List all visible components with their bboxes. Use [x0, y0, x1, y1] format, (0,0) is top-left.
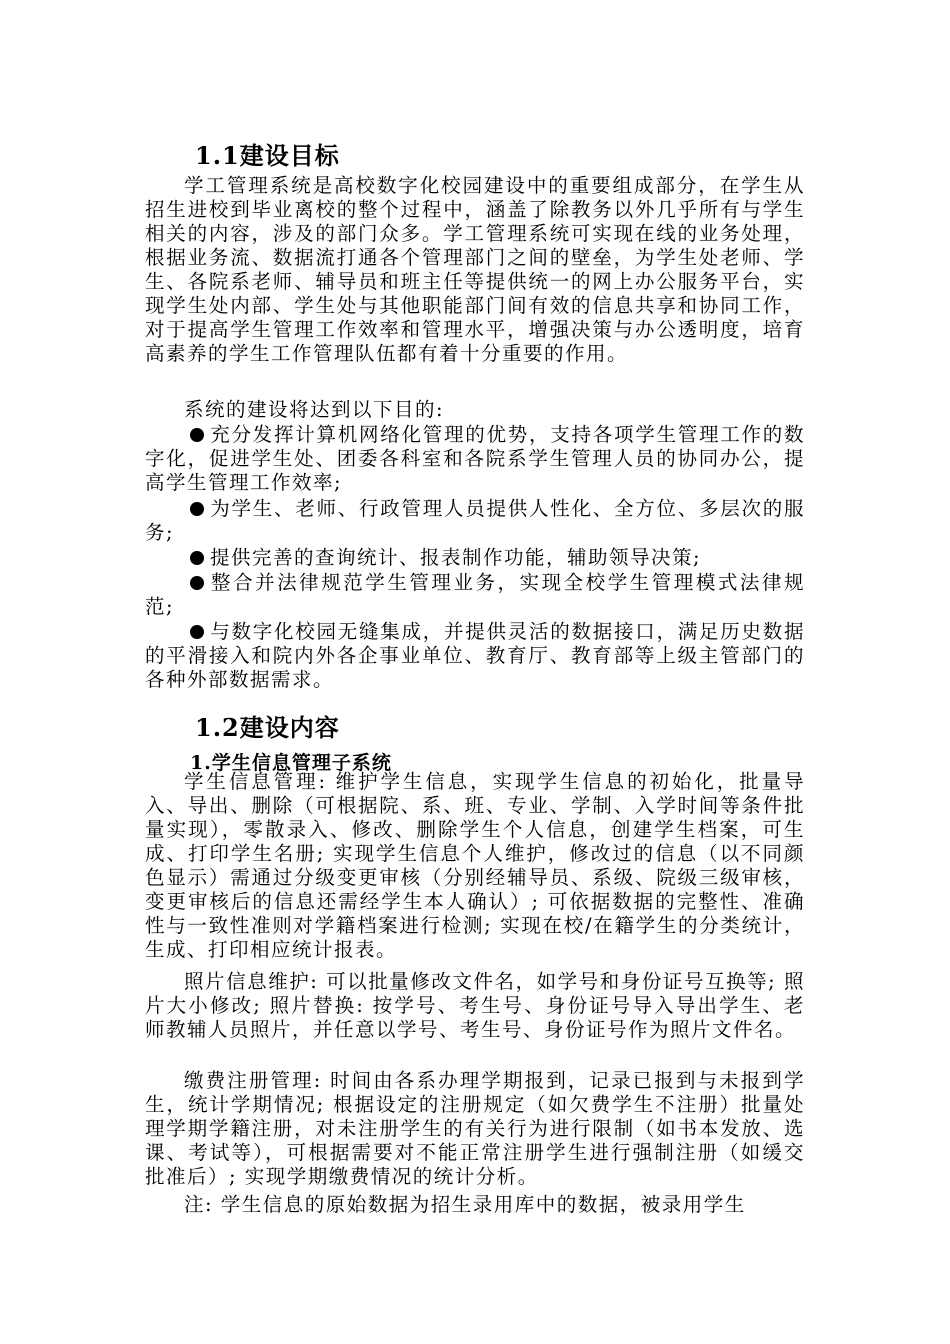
bullet-dot-icon [190, 576, 204, 590]
bullet-text: 充分发挥计算机网络化管理的优势，支持各项学生管理工作的数字化，促进学生处、团委各科室和各院系学生管理人员的协同办公，提高学生管理工作效率; [145, 423, 805, 494]
bullet-text: 为学生、老师、行政管理人员提供人性化、全方位、多层次的服务; [145, 497, 805, 544]
bullet-item [145, 571, 805, 619]
paragraph-note: 注: 学生信息的原始数据为招生录用库中的数据，被录用学生 [184, 1193, 746, 1216]
bullet-dot-icon [190, 551, 204, 565]
bullet-item [145, 546, 805, 570]
bullet-dot-icon [190, 502, 204, 516]
subsection-heading-student-info: 1.学生信息管理子系统 [190, 752, 392, 774]
paragraph-photo-maintenance: 照片信息维护: 可以批量修改文件名，如学号和身份证号互换等; 照片大小修改; 照片替换: 按学号、考生号、身份证号导入导出学生、老师教辅人员照片，并任意以学号、考生号、身份证号作为照片文件名。 [145, 970, 805, 1041]
bullet-dot-icon [190, 428, 204, 442]
section-heading-goals: 1.1建设目标 [195, 141, 340, 170]
paragraph-goals-lead: 系统的建设将达到以下目的: [184, 398, 445, 421]
bullet-text: 整合并法律规范学生管理业务，实现全校学生管理模式法律规范; [145, 571, 805, 618]
bullet-text: 提供完善的查询统计、报表制作功能，辅助领导决策; [210, 546, 702, 569]
section-heading-content: 1.2建设内容 [195, 713, 340, 742]
paragraph-fee-registration: 缴费注册管理: 时间由各系办理学期报到，记录已报到与未报到学生，统计学期情况; 根据设定的注册规定（如欠费学生不注册）批量处理学期学籍注册，对未注册学生的有关行为进行限制（如书本发放、选课、考试等），可根据需要对不能正常注册学生进行强制注册（如缓交批准后）; 实现学期缴费情况的统计分析。 [145, 1069, 805, 1188]
bullet-dot-icon [190, 625, 204, 639]
bullet-text: 与数字化校园无缝集成，并提供灵活的数据接口，满足历史数据的平滑接入和院内外各企事业单位、教育厅、教育部等上级主管部门的各种外部数据需求。 [145, 620, 805, 691]
bullet-item [145, 423, 805, 495]
bullet-item [145, 620, 805, 692]
bullet-item [145, 497, 805, 545]
paragraph-student-info: 学生信息管理: 维护学生信息，实现学生信息的初始化，批量导入、导出、删除（可根据院、系、班、专业、学制、入学时间等条件批量实现），零散录入、修改、删除学生个人信息，创建学生档案，可生成、打印学生名册; 实现学生信息个人维护，修改过的信息（以不同颜色显示）需通过分级变更审核（分别经辅导员、系级、院级三级审核，变更审核后的信息还需经学生本人确认）; 可依据数据的完整性、准确性与一致性准则对学籍档案进行检测; 实现在校/在籍学生的分类统计，生成、打印相应统计报表。 [145, 770, 805, 961]
paragraph-goals-intro: 学工管理系统是高校数字化校园建设中的重要组成部分，在学生从招生进校到毕业离校的整个过程中，涵盖了除教务以外几乎所有与学生相关的内容，涉及的部门众多。学工管理系统可实现在线的业务处理，根据业务流、数据流打通各个管理部门之间的壁垒，为学生处老师、学生、各院系老师、辅导员和班主任等提供统一的网上办公服务平台，实现学生处内部、学生处与其他职能部门间有效的信息共享和协同工作，对于提高学生管理工作效率和管理水平，增强决策与办公透明度，培育高素养的学生工作管理队伍都有着十分重要的作用。 [145, 174, 805, 365]
